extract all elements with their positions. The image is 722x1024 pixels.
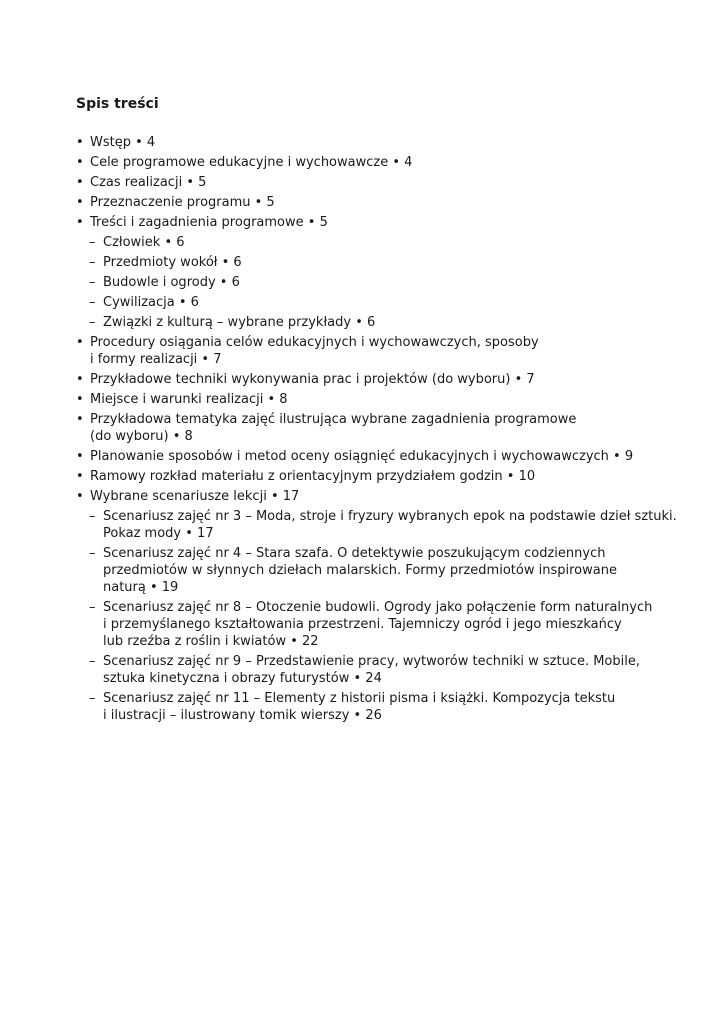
toc-entry xyxy=(76,411,676,445)
toc-entry-text: Miejsce i warunki realizacji • 8 xyxy=(90,392,288,407)
toc-entry-text: Scenariusz zajęć nr 3 – Moda, stroje i fryzury wybranych epok na podstawie dzieł sztuki. xyxy=(103,509,677,524)
toc-entry-text: Czas realizacji • 5 xyxy=(90,175,207,190)
bullet-icon: • xyxy=(76,335,84,350)
bullet-icon: • xyxy=(76,412,84,427)
dash-icon: – xyxy=(89,691,96,706)
toc-entry xyxy=(76,194,676,211)
toc-subentry xyxy=(76,274,676,291)
toc-entry-text: Budowle i ogrody • 6 xyxy=(103,275,240,290)
toc-entry xyxy=(76,468,676,485)
bullet-icon: • xyxy=(76,489,84,504)
bullet-icon: • xyxy=(76,215,84,230)
toc-subentry xyxy=(76,314,676,331)
bullet-icon: • xyxy=(76,372,84,387)
toc-entry xyxy=(76,371,676,388)
toc-subentry xyxy=(76,234,676,251)
toc-entry-text: Przykładowe techniki wykonywania prac i projektów (do wyboru) • 7 xyxy=(90,372,535,387)
toc-entry-text: (do wyboru) • 8 xyxy=(90,429,193,444)
dash-icon: – xyxy=(89,654,96,669)
toc-entry-text: Planowanie sposobów i metod oceny osiągnięć edukacyjnych i wychowawczych • 9 xyxy=(90,449,634,464)
toc-entry-text: Wybrane scenariusze lekcji • 17 xyxy=(90,489,300,504)
toc-subentry xyxy=(76,545,676,596)
toc-entry-text: Człowiek • 6 xyxy=(103,235,185,250)
page-title: Spis treści xyxy=(76,96,159,112)
dash-icon: – xyxy=(89,546,96,561)
toc-subentry xyxy=(76,653,676,687)
toc-subentry xyxy=(76,294,676,311)
toc-entry xyxy=(76,391,676,408)
toc-entry xyxy=(76,214,676,231)
bullet-icon: • xyxy=(76,469,84,484)
toc-entry-text: naturą • 19 xyxy=(103,580,179,595)
dash-icon: – xyxy=(89,315,96,330)
toc-subentry xyxy=(76,508,676,542)
toc-entry-text: przedmiotów w słynnych dziełach malarskich. Formy przedmiotów inspirowane xyxy=(103,563,617,578)
toc-entry-text: Procedury osiągania celów edukacyjnych i wychowawczych, sposoby xyxy=(90,335,539,350)
dash-icon: – xyxy=(89,509,96,524)
bullet-icon: • xyxy=(76,449,84,464)
toc-entry xyxy=(76,174,676,191)
toc-entry-text: Związki z kulturą – wybrane przykłady • 6 xyxy=(103,315,376,330)
toc-entry-text: Pokaz mody • 17 xyxy=(103,526,214,541)
toc-entry-text: Ramowy rozkład materiału z orientacyjnym przydziałem godzin • 10 xyxy=(90,469,536,484)
toc-entry-text: Cywilizacja • 6 xyxy=(103,295,199,310)
dash-icon: – xyxy=(89,295,96,310)
toc-entry-text: Scenariusz zajęć nr 11 – Elementy z historii pisma i książki. Kompozycja tekstu xyxy=(103,691,616,706)
toc-subentry xyxy=(76,254,676,271)
toc-entry-text: Przeznaczenie programu • 5 xyxy=(90,195,275,210)
bullet-icon: • xyxy=(76,135,84,150)
toc-entry xyxy=(76,134,676,151)
bullet-icon: • xyxy=(76,392,84,407)
bullet-icon: • xyxy=(76,195,84,210)
toc-entry-text: Scenariusz zajęć nr 8 – Otoczenie budowli. Ogrody jako połączenie form naturalnych xyxy=(103,600,653,615)
toc-entry xyxy=(76,488,676,505)
bullet-icon: • xyxy=(76,155,84,170)
toc-entry-text: i ilustracji – ilustrowany tomik wierszy • 26 xyxy=(103,708,382,723)
toc-entry-text: Scenariusz zajęć nr 4 – Stara szafa. O detektywie poszukującym codziennych xyxy=(103,546,606,561)
toc-entry xyxy=(76,154,676,171)
toc-entry xyxy=(76,448,676,465)
toc-entry-text: Cele programowe edukacyjne i wychowawcze • 4 xyxy=(90,155,413,170)
toc-entry-text: Przykładowa tematyka zajęć ilustrująca wybrane zagadnienia programowe xyxy=(90,412,577,427)
table-of-contents xyxy=(76,134,676,727)
toc-entry-text: sztuka kinetyczna i obrazy futurystów • 24 xyxy=(103,671,382,686)
dash-icon: – xyxy=(89,235,96,250)
toc-entry-text: lub rzeźba z roślin i kwiatów • 22 xyxy=(103,634,319,649)
dash-icon: – xyxy=(89,600,96,615)
dash-icon: – xyxy=(89,275,96,290)
toc-entry-text: Scenariusz zajęć nr 9 – Przedstawienie pracy, wytworów techniki w sztuce. Mobile, xyxy=(103,654,640,669)
dash-icon: – xyxy=(89,255,96,270)
toc-entry-text: i przemyślanego kształtowania przestrzeni. Tajemniczy ogród i jego mieszkańcy xyxy=(103,617,622,632)
toc-entry-text: i formy realizacji • 7 xyxy=(90,352,222,367)
toc-entry-text: Treści i zagadnienia programowe • 5 xyxy=(90,215,328,230)
toc-entry xyxy=(76,334,676,368)
toc-subentry xyxy=(76,599,676,650)
toc-entry-text: Wstęp • 4 xyxy=(90,135,156,150)
bullet-icon: • xyxy=(76,175,84,190)
toc-subentry xyxy=(76,690,676,724)
toc-entry-text: Przedmioty wokół • 6 xyxy=(103,255,242,270)
